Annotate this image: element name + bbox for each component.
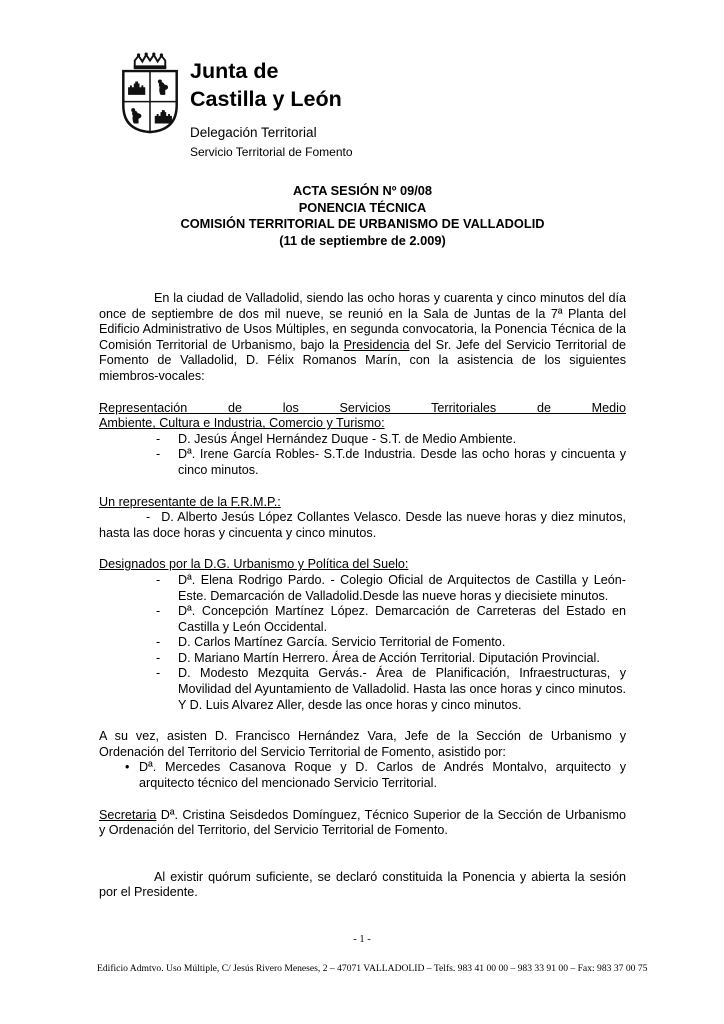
bullet-marker: • xyxy=(125,760,130,775)
intro-paragraph xyxy=(99,291,626,385)
title-line-comision: COMISIÓN TERRITORIAL DE URBANISMO DE VALLADOLID xyxy=(180,216,545,231)
intro-text-pre: En la ciudad de Valladolid, siendo las ocho horas y cuarenta y cinco minutos del día once de septiembre de dos mil nueve, se reunió en la Sala de Juntas de la 7ª Planta del Edificio Administrativo de Usos Múltiples, en segunda convocatoria, la Ponencia Técnica de la Comisión Territorial de Urbanismo, bajo la xyxy=(99,291,626,352)
dash-marker: - xyxy=(156,666,161,681)
dash-marker: - xyxy=(156,650,161,665)
page-number: - 1 - xyxy=(353,934,371,945)
dash-marker: - xyxy=(156,604,161,619)
list-item xyxy=(99,432,626,448)
list-item xyxy=(99,510,626,541)
delegation-label: Delegación Territorial xyxy=(190,125,317,140)
attendees-paragraph: A su vez, asisten D. Francisco Hernández Vara, Jefe de la Sección de Urbanismo y Ordenación del Territorio del Servicio Territorial de Fomento, asistido por: xyxy=(99,729,626,759)
document-title xyxy=(99,183,626,249)
section-frmp-heading: Un representante de la F.R.M.P.: xyxy=(99,494,281,509)
section-designados-heading: Designados por la D.G. Urbanismo y Política del Suelo: xyxy=(99,557,409,572)
secretaria-rest: Dª. Cristina Seisdedos Domínguez, Técnico Superior de la Sección de Urbanismo y Ordenación del Territorio, del Servicio Territorial de Fomento. xyxy=(99,807,626,838)
org-name-line1: Junta de xyxy=(190,59,279,83)
document-content xyxy=(99,52,626,901)
list-item-text: D. Alberto Jesús López Collantes Velasco. Desde las nueve horas y diez minutos, hasta las doce horas y cincuenta y cinco minutos. xyxy=(99,510,626,540)
list-item-text: Dª. Elena Rodrigo Pardo. - Colegio Oficial de Arquitectos de Castilla y León-Este. Demarcación de Valladolid.Desde las nueve horas y diecisiete minutos. xyxy=(178,572,626,603)
attendees-block xyxy=(99,729,626,791)
letterhead-text xyxy=(190,52,353,159)
intro-presidencia-underlined: Presidencia xyxy=(343,337,410,352)
section-designados xyxy=(99,557,626,713)
title-line-ponencia: PONENCIA TÉCNICA xyxy=(298,199,427,215)
list-item-text: Dª. Concepción Martínez López. Demarcación de Carreteras del Estado en Castilla y León Occidental. xyxy=(178,604,626,634)
dash-marker: - xyxy=(156,572,161,587)
list-item xyxy=(99,651,626,667)
letterhead xyxy=(99,52,626,159)
list-item xyxy=(99,604,626,635)
bullet-item-text: Dª. Mercedes Casanova Roque y D. Carlos de Andrés Montalvo, arquitecto y arquitecto técnico del mencionado Servicio Territorial. xyxy=(139,760,626,791)
list-item-text: D. Jesús Ángel Hernández Duque - S.T. de Medio Ambiente. xyxy=(178,431,517,446)
section-representacion-heading-line1: Representación de los Servicios Territoriales de Medio xyxy=(99,400,626,415)
list-item-text: D. Modesto Mezquita Gervás.- Área de Planificación, Infraestructuras, y Movilidad del Ayuntamiento de Valladolid. Hasta las once horas y cinco minutos. Y D. Luis Alvarez Aller, desde las once horas y cinco minutos. xyxy=(178,666,626,712)
list-item xyxy=(99,573,626,604)
section-representacion xyxy=(99,401,626,479)
section-frmp xyxy=(99,495,626,542)
secretaria-paragraph xyxy=(99,808,626,839)
list-item-text: D. Mariano Martín Herrero. Área de Acción Territorial. Diputación Provincial. xyxy=(178,650,600,665)
list-item xyxy=(99,666,626,713)
footer-address: Edificio Admtvo. Uso Múltiple, C/ Jesús Rivero Meneses, 2 – 47071 VALLADOLID – Telfs. 983 41 00 00 – 983 33 91 00 – Fax: 983 37 00 75 xyxy=(97,963,648,974)
title-line-acta: ACTA SESIÓN Nº 09/08 xyxy=(292,183,433,198)
closing-paragraph: Al existir quórum suficiente, se declaró constituida la Ponencia y abierta la sesión por el Presidente. xyxy=(99,869,626,900)
list-item-text: D. Carlos Martínez García. Servicio Territorial de Fomento. xyxy=(178,635,506,650)
service-label: Servicio Territorial de Fomento xyxy=(190,145,353,159)
list-item xyxy=(99,635,626,651)
bullet-list-item xyxy=(99,760,626,791)
list-item xyxy=(99,447,626,478)
dash-marker: - xyxy=(156,635,161,650)
section-representacion-heading-line2: Ambiente, Cultura e Industria, Comercio y Turismo: xyxy=(99,416,385,431)
org-name-line2: Castilla y León xyxy=(190,87,342,111)
intro-text-post: del Sr. Jefe del Servicio Territorial de Fomento de Valladolid, D. Félix Romanos Marín, con la asistencia de los siguientes miembros-vocales: xyxy=(99,337,626,383)
junta-coat-of-arms-icon xyxy=(119,52,181,134)
dash-marker: - xyxy=(156,431,161,446)
list-item-text: Dª. Irene García Robles- S.T.de Industria. Desde las ocho horas y cincuenta y cinco minutos. xyxy=(178,447,626,477)
dash-marker: - xyxy=(146,510,151,525)
dash-marker: - xyxy=(156,447,161,462)
title-line-fecha: (11 de septiembre de 2.009) xyxy=(279,232,446,248)
secretaria-underlined: Secretaria xyxy=(99,807,157,822)
